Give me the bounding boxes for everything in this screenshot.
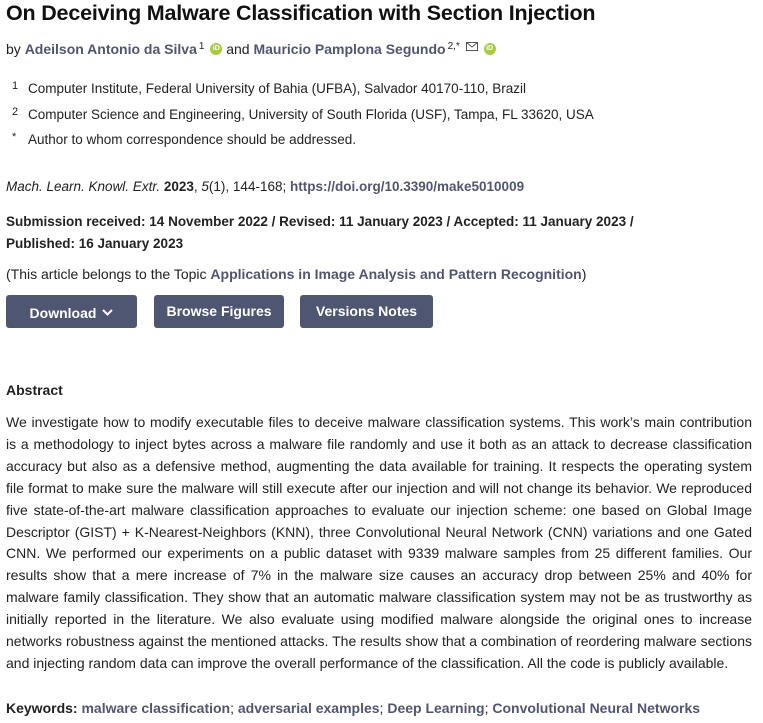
affiliation-text: Computer Science and Engineering, University of South Florida (USF), Tampa, FL 33620, USA <box>28 107 594 122</box>
affiliation-correspondence <box>12 131 356 147</box>
dates-line-1: Submission received: 14 November 2022 / Revised: 11 January 2023 / Accepted: 11 January 2023 / <box>6 214 634 229</box>
keyword-link[interactable]: malware classification <box>81 700 231 716</box>
affiliation-mark: 2 <box>12 106 19 118</box>
author-line <box>6 38 496 57</box>
journal-name: Mach. Learn. Knowl. Extr. <box>6 179 161 194</box>
keywords-line <box>6 700 700 716</box>
topic-suffix: ) <box>581 266 587 282</box>
article-title: On Deceiving Malware Classification with Section Injection <box>6 1 596 25</box>
citation-line: Mach. Learn. Knowl. Extr. 2023, 5(1), 144-168; https://doi.org/10.3390/make5010009 <box>6 179 525 194</box>
abstract-text: We investigate how to modify executable files to deceive malware classification systems. This work’s main contribution is a methodology to inject bytes across a malware file randomly and use it both as an attack to decrease classification accuracy but also as a defensive method, augmenting the data available for training. It respects the operating system file format to make sure the malware will still execute after our injection and will not change its behavior. We reproduced five state-of-the-art malware classification approaches to evaluate our injection scheme: one based on Global Image Descriptor (GIST) + K-Nearest-Neighbors (KNN), three Convolutional Neural Network (CNN) variations and one Gated CNN. We performed our experiments on a public dataset with 9339 malware samples from 25 different families. Our results show that a mere increase of 7% in the malware size causes an accuracy drop between 25% and 40% for malware family classification. They show that an automatic malware classification system may not be as trustworthy as initially reported in the literature. We also evaluate using modified malware alongside the original ones to increase networks robustness against the mentioned attacks. The results show that a combination of reordering malware sections and injecting random data can improve the overall performance of the classification. All the code is publicly available. <box>6 414 752 671</box>
affiliation-text: Computer Institute, Federal University of Bahia (UFBA), Salvador 40170-110, Brazil <box>28 81 526 96</box>
orcid-icon[interactable]: iD <box>210 43 222 55</box>
citation-year: 2023 <box>163 179 194 194</box>
topic-prefix: (This article belongs to the Topic <box>6 266 211 282</box>
publication-dates <box>6 211 634 255</box>
versions-notes-button[interactable]: Versions Notes <box>300 295 433 328</box>
citation-volume: 5 <box>201 179 209 194</box>
affiliation-1 <box>12 80 526 96</box>
chevron-down-icon <box>102 295 113 328</box>
author-link-2[interactable]: Mauricio Pamplona Segundo <box>253 41 446 57</box>
email-icon[interactable] <box>466 38 478 54</box>
affiliation-mark: 1 <box>12 80 19 92</box>
affiliation-2 <box>12 106 594 122</box>
affiliation-mark: * <box>12 131 17 143</box>
dates-line-2: Published: 16 January 2023 <box>6 236 184 251</box>
keyword-link[interactable]: Convolutional Neural Networks <box>492 700 701 716</box>
topic-link[interactable]: Applications in Image Analysis and Pattern Recognition <box>210 266 582 282</box>
doi-link[interactable]: https://doi.org/10.3390/make5010009 <box>289 179 525 194</box>
orcid-icon[interactable]: iD <box>484 43 496 55</box>
author-1-affil-sup: 1 <box>198 41 205 52</box>
by-prefix: by <box>6 41 21 57</box>
browse-figures-button[interactable]: Browse Figures <box>154 295 284 328</box>
download-label: Download <box>29 305 97 321</box>
author-2-affil-sup: 2,* <box>447 41 460 52</box>
author-link-1[interactable]: Adeilson Antonio da Silva <box>24 41 197 57</box>
download-button[interactable] <box>6 295 137 328</box>
affiliation-text: Author to whom correspondence should be addressed. <box>28 132 356 147</box>
abstract-heading: Abstract <box>6 382 63 398</box>
author-joiner: and <box>226 41 250 57</box>
keywords-label: Keywords: <box>6 700 78 716</box>
keyword-link[interactable]: adversarial examples <box>237 700 380 716</box>
keyword-link[interactable]: Deep Learning <box>387 700 485 716</box>
keyword-separator: ; <box>379 700 388 716</box>
keyword-separator: ; <box>484 700 493 716</box>
keyword-separator: ; <box>230 700 238 716</box>
topic-line <box>6 266 586 282</box>
citation-pages: , 144-168; <box>225 179 290 194</box>
citation-issue: (1) <box>208 179 226 194</box>
